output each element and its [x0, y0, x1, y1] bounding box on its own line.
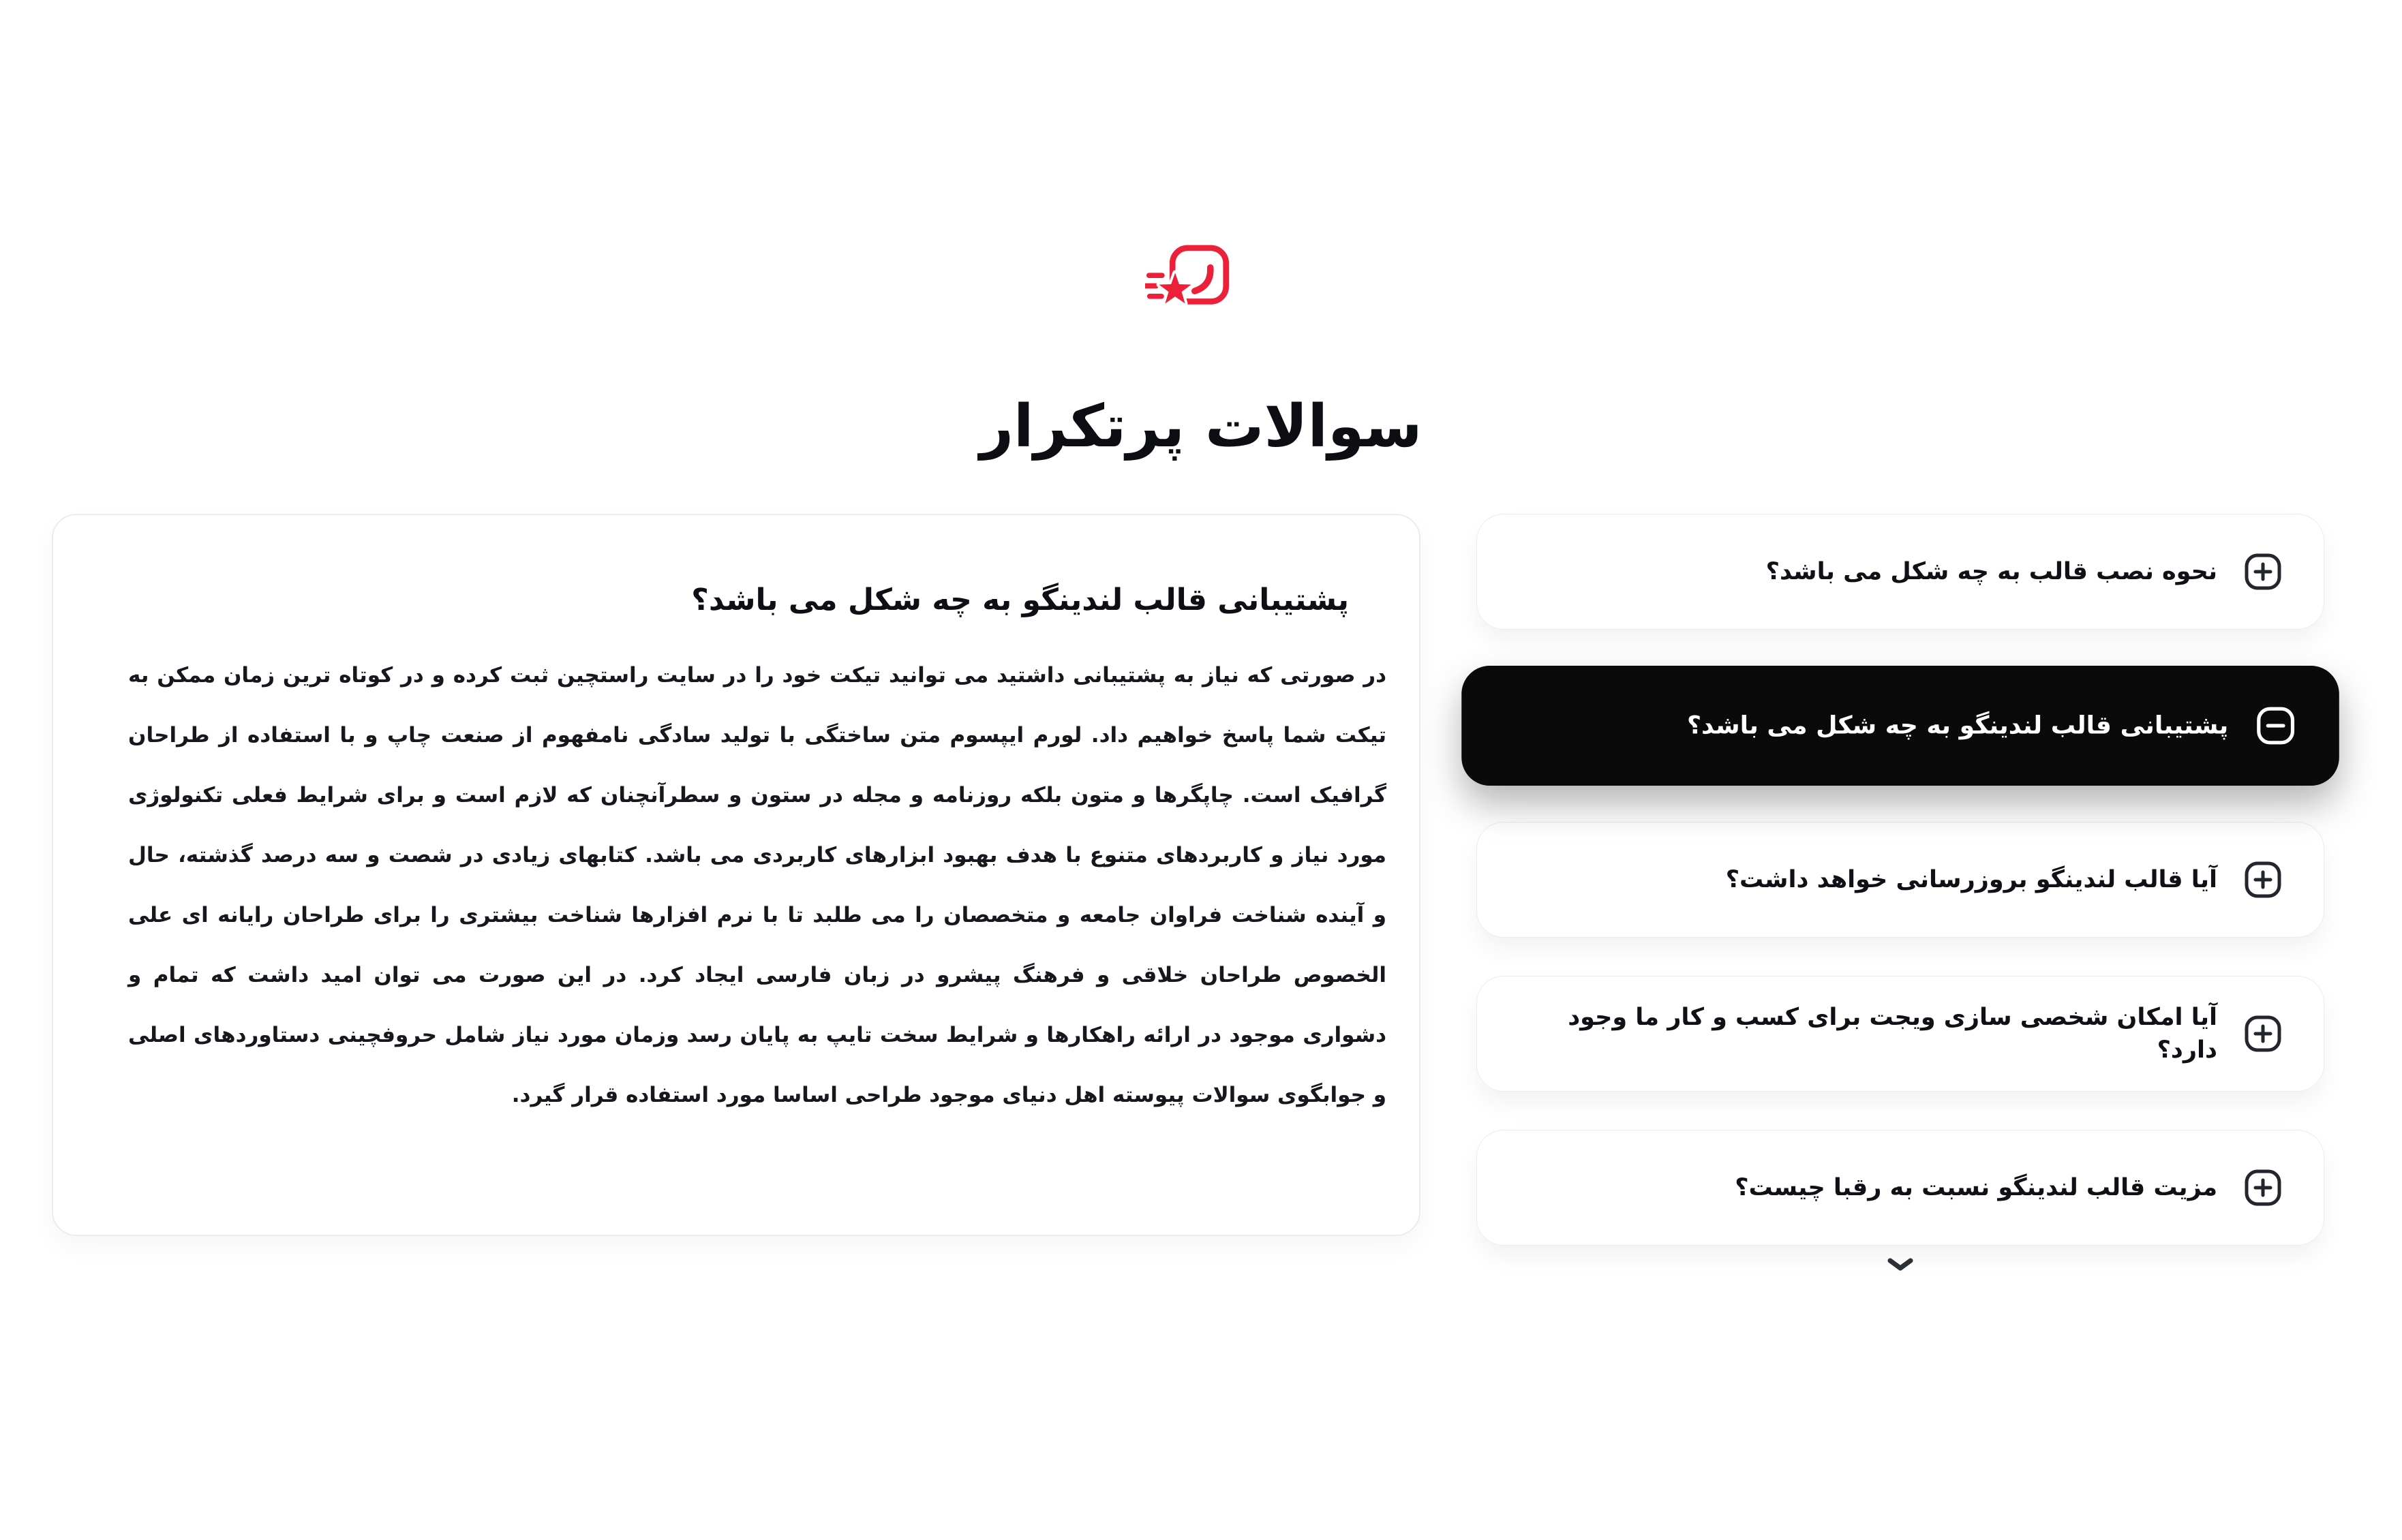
show-more-button[interactable]	[1476, 1258, 2324, 1274]
page-title: سوالات پرتکرار	[979, 392, 1423, 461]
chat-star-logo-icon	[1145, 241, 1236, 315]
faq-item-label: پشتیبانی قالب لندینگو به چه شکل می باشد؟	[1687, 711, 2229, 740]
faq-list	[1476, 514, 2324, 1284]
faq-item-label: آیا قالب لندینگو بروزرسانی خواهد داشت؟	[1725, 866, 2217, 893]
plus-icon	[2245, 553, 2281, 590]
faq-item-label: آیا امکان شخصی سازی ویجت برای کسب و کار ما وجود دارد؟	[1568, 1004, 2217, 1064]
chevron-down-icon	[1887, 1261, 1913, 1274]
faq-item-updates[interactable]	[1476, 822, 2324, 938]
faq-item-install[interactable]	[1476, 514, 2324, 630]
faq-item-label: مزیت قالب لندینگو نسبت به رقبا چیست؟	[1735, 1174, 2217, 1201]
answer-question: پشتیبانی قالب لندینگو به چه شکل می باشد؟	[691, 583, 1349, 617]
plus-icon	[2245, 861, 2281, 898]
faq-item-support-active[interactable]	[1461, 666, 2339, 786]
faq-item-advantage[interactable]	[1476, 1130, 2324, 1246]
minus-icon	[2257, 707, 2295, 745]
plus-icon	[2245, 1169, 2281, 1206]
faq-item-customization[interactable]	[1476, 976, 2324, 1092]
plus-icon	[2245, 1015, 2281, 1052]
answer-card	[52, 514, 1420, 1236]
faq-item-label: نحوه نصب قالب به چه شکل می باشد؟	[1765, 558, 2217, 585]
answer-text: در صورتی که نیاز به پشتیبانی داشتید می توانید تیکت خود را در سایت راستچین ثبت کرده و در کوتاه ترین زمان ممکن به تیکت شما پاسخ خواهیم داد. لورم ایپسوم متن ساختگی با تولید سادگی نامفهوم از صنعت چاپ و با استفاده از طراحان گرافیک است. چاپگرها و متون بلکه روزنامه و مجله در ستون و سطرآنچنان که لازم است و برای شرایط فعلی تکنولوژی مورد نیاز و کاربردهای متنوع با هدف بهبود ابزارهای کاربردی می باشد. کتابهای زیادی در شصت و سه درصد گذشته، حال و آینده شناخت فراوان جامعه و متخصصان را می طلبد تا با نرم افزارها شناخت بیشتری را برای طراحان رایانه ای علی الخصوص طراحان خلاقی و فرهنگ پیشرو در زبان فارسی ایجاد کرد. در این صورت می توان امید داشت که تمام و دشواری موجود در ارائه راهکارها و شرایط سخت تایپ به پایان رسد وزمان مورد نیاز شامل حروفچینی دستاوردهای اصلی و جوابگوی سوالات پیوسته اهل دنیای موجود طراحی اساسا مورد استفاده قرار گیرد.	[128, 663, 1386, 1107]
